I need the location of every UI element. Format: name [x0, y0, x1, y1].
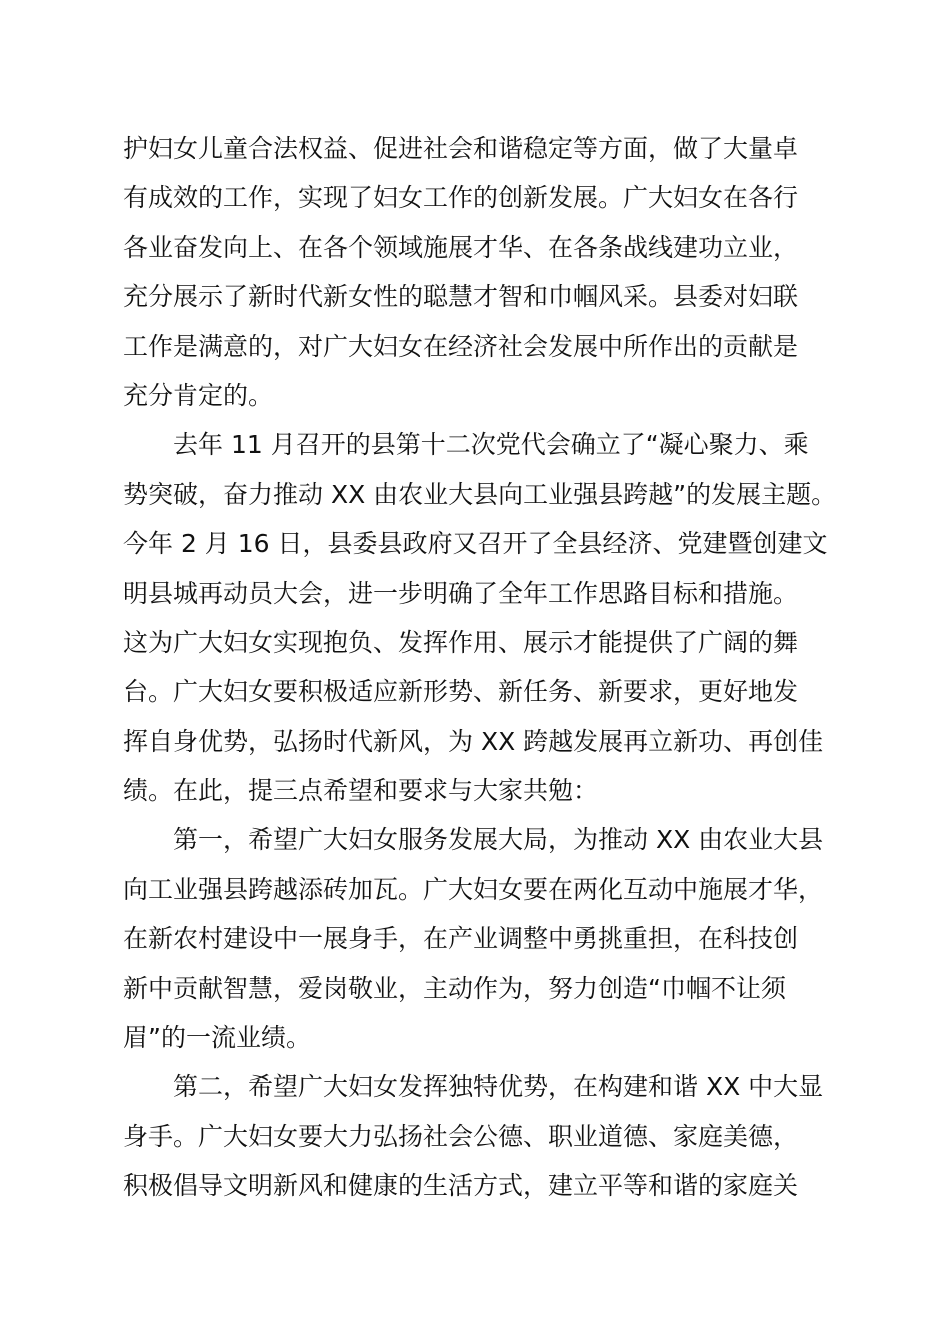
text-line-3: 各业奋发向上、在各个领域施展才华、在各条战线建功立业， — [123, 232, 799, 262]
text-line-5: 工作是满意的，对广大妇女在经济社会发展中所作出的贡献是 — [123, 331, 799, 361]
text-line-1: 护妇女儿童合法权益、促进社会和谐稳定等方面，做了大量卓 — [123, 134, 799, 163]
text-line-14: 绩。在此，提三点希望和要求与大家共勉： — [123, 776, 599, 806]
text-line-4: 充分展示了新时代新女性的聪慧才智和巾帼风采。县委对妇联 — [123, 282, 799, 312]
text-line-13: 挥自身优势，弘扬时代新风，为 XX 跨越发展再立新功、再创佳 — [123, 726, 824, 756]
text-line-18: 新中贡献智慧，爱岗敬业，主动作为，努力创造“巾帼不让须 — [123, 973, 786, 1003]
text-line-2: 有成效的工作，实现了妇女工作的创新发展。广大妇女在各行 — [123, 183, 799, 213]
text-line-21: 身手。广大妇女要大力弘扬社会公德、职业道德、家庭美德， — [123, 1121, 799, 1151]
text-line-19: 眉”的一流业绩。 — [123, 1023, 311, 1053]
text-line-10: 明县城再动员大会，进一步明确了全年工作思路目标和措施。 — [123, 578, 799, 608]
document-body — [123, 124, 843, 1211]
text-line-22: 积极倡导文明新风和健康的生活方式，建立平等和谐的家庭关 — [123, 1171, 799, 1201]
text-line-16: 向工业强县跨越添砖加瓦。广大妇女要在两化互动中施展才华， — [123, 874, 824, 904]
text-line-7: 去年 11 月召开的县第十二次党代会确立了“凝心聚力、乘 — [173, 430, 809, 460]
text-line-17: 在新农村建设中一展身手，在产业调整中勇挑重担，在科技创 — [123, 924, 799, 954]
text-line-6: 充分肯定的。 — [123, 380, 274, 410]
text-line-9: 今年 2 月 16 日，县委县政府又召开了全县经济、党建暨创建文 — [123, 529, 828, 559]
text-line-12: 台。广大妇女要积极适应新形势、新任务、新要求，更好地发 — [123, 677, 799, 707]
text-line-8: 势突破，奋力推动 XX 由农业大县向工业强县跨越”的发展主题。 — [123, 479, 837, 509]
text-line-20: 第二，希望广大妇女发挥独特优势，在构建和谐 XX 中大显 — [173, 1072, 824, 1102]
text-line-11: 这为广大妇女实现抱负、发挥作用、展示才能提供了广阔的舞 — [123, 627, 799, 657]
text-line-15: 第一，希望广大妇女服务发展大局，为推动 XX 由农业大县 — [173, 825, 824, 855]
